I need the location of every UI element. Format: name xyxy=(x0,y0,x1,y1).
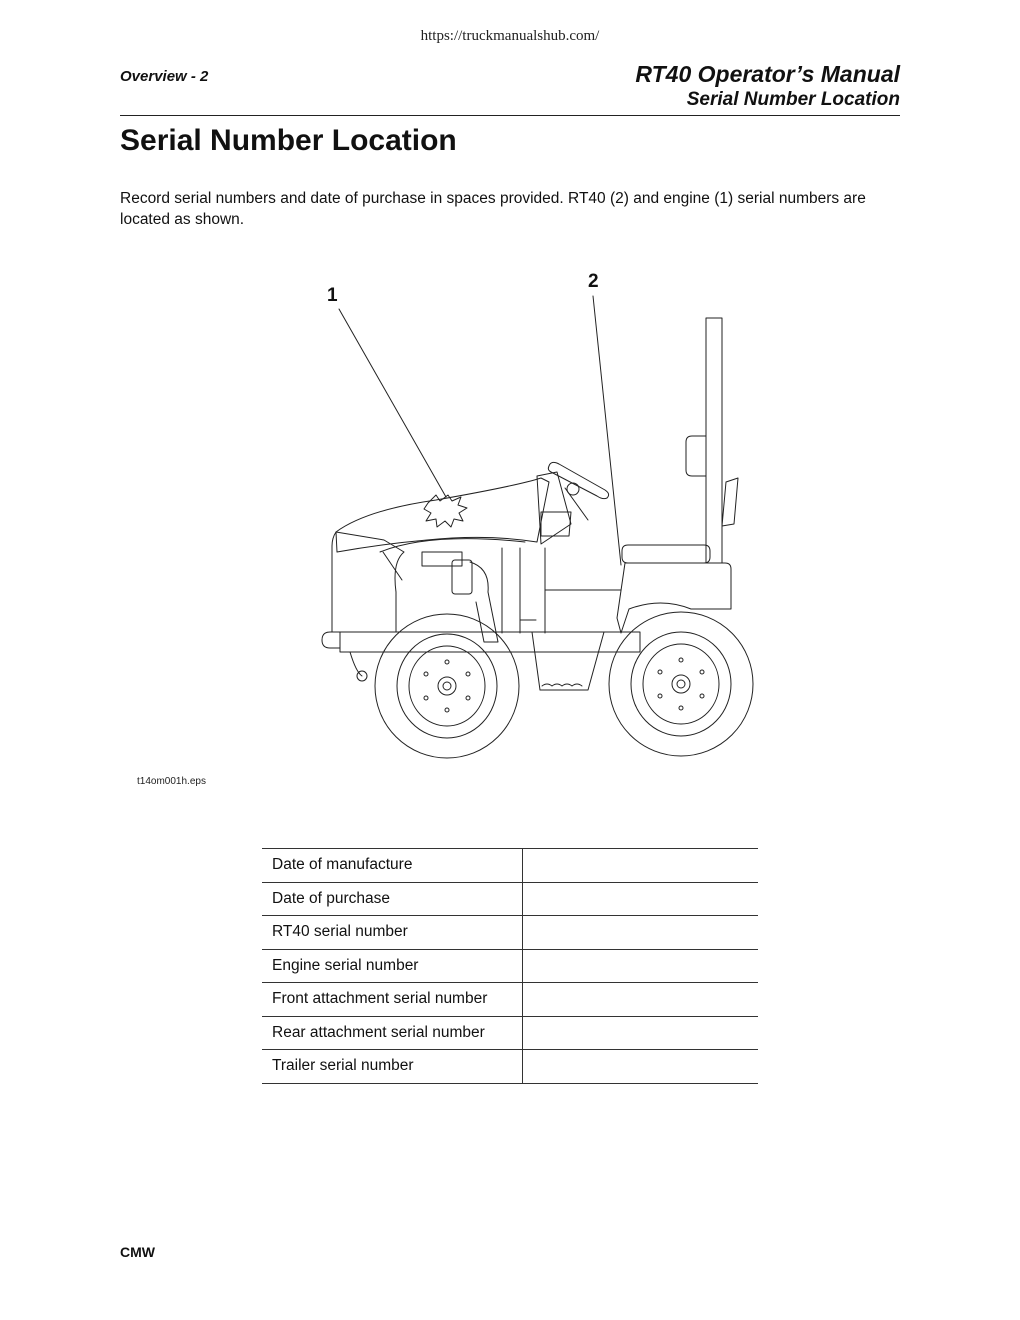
chassis-rail xyxy=(545,548,621,633)
machine-illustration xyxy=(300,260,780,770)
leader-line-1 xyxy=(339,309,446,497)
header-subtitle: Serial Number Location xyxy=(686,89,900,110)
dash-window xyxy=(541,512,571,536)
serial-number-table xyxy=(262,848,758,1084)
header-rule xyxy=(120,115,900,116)
hydraulic-hose xyxy=(470,562,498,642)
table-row xyxy=(262,949,758,983)
callout-1: 1 xyxy=(327,285,338,306)
row-label: Rear attachment serial number xyxy=(262,1016,523,1050)
row-label: Trailer serial number xyxy=(262,1050,523,1084)
running-header xyxy=(635,60,900,112)
grille-line xyxy=(383,552,402,580)
row-value-field[interactable] xyxy=(523,1016,759,1050)
engine-serial-plate xyxy=(424,495,467,527)
row-value-field[interactable] xyxy=(523,983,759,1017)
row-label: Date of purchase xyxy=(262,882,523,916)
steering-wheel xyxy=(548,462,608,498)
row-label: Date of manufacture xyxy=(262,849,523,883)
operator-step xyxy=(532,632,604,690)
rops-handle xyxy=(686,436,706,476)
row-label: RT40 serial number xyxy=(262,916,523,950)
table-row xyxy=(262,1016,758,1050)
rear-wheel xyxy=(609,612,753,756)
frame-upright xyxy=(502,548,520,633)
source-url: https://truckmanualshub.com/ xyxy=(420,28,600,44)
seat-cushion xyxy=(622,545,710,563)
intro-paragraph: Record serial numbers and date of purchase in spaces provided. RT40 (2) and engine (1) serial numbers are located as shown. xyxy=(120,190,866,228)
row-value-field[interactable] xyxy=(523,916,759,950)
front-hitch xyxy=(322,632,340,648)
front-wheel xyxy=(375,614,519,758)
leader-line-2 xyxy=(593,296,621,565)
seat-back xyxy=(722,478,738,526)
dash-panel xyxy=(537,472,571,544)
section-page-label: Overview - 2 xyxy=(120,68,209,85)
row-value-field[interactable] xyxy=(523,949,759,983)
figure-filename: t14om001h.eps xyxy=(137,776,206,787)
row-label: Front attachment serial number xyxy=(262,983,523,1017)
table-row xyxy=(262,849,758,883)
table-row xyxy=(262,882,758,916)
rear-fender xyxy=(617,563,731,633)
table-row xyxy=(262,916,758,950)
steering-hub xyxy=(567,483,579,495)
callout-2: 2 xyxy=(588,271,599,292)
manual-title: RT40 Operator’s Manual xyxy=(635,61,900,87)
table-row xyxy=(262,983,758,1017)
row-label: Engine serial number xyxy=(262,949,523,983)
row-value-field[interactable] xyxy=(523,1050,759,1084)
rops-post xyxy=(706,318,722,563)
engine-block xyxy=(422,552,462,566)
row-value-field[interactable] xyxy=(523,882,759,916)
row-value-field[interactable] xyxy=(523,849,759,883)
table-row xyxy=(262,1050,758,1084)
step-tread xyxy=(542,684,582,686)
hood-edge-line xyxy=(380,539,525,552)
page-title: Serial Number Location xyxy=(120,124,457,157)
front-bracket xyxy=(350,652,362,676)
footer-label: CMW xyxy=(120,1244,155,1260)
